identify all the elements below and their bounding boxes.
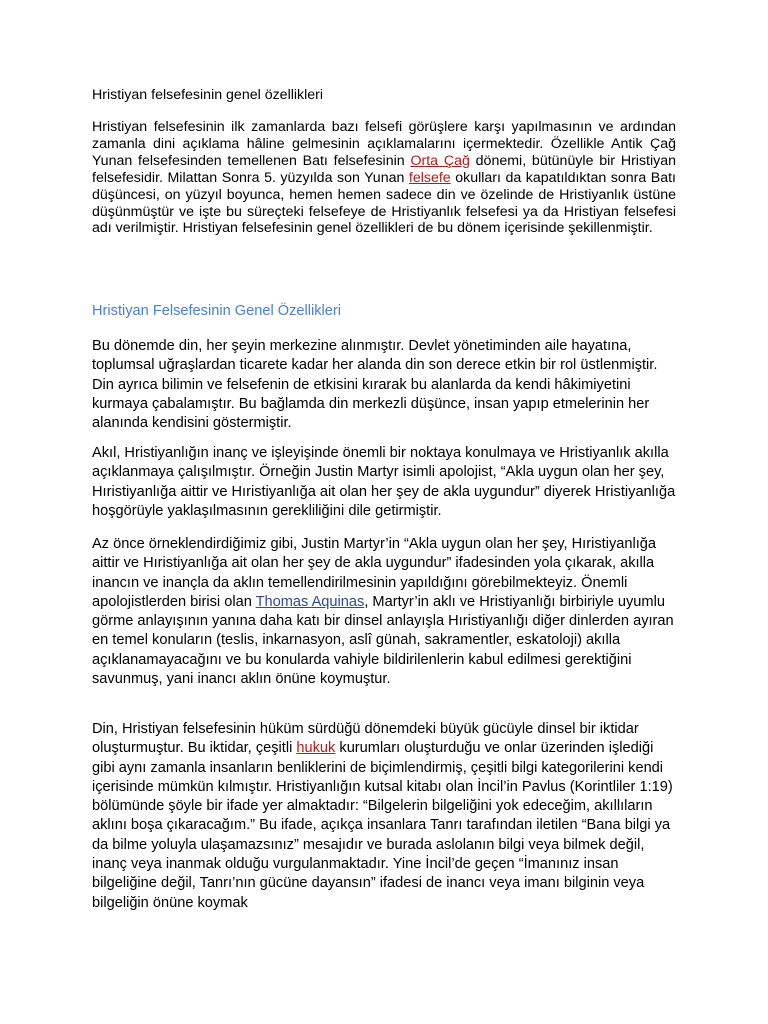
intro-text-3: okulları da kapatıldıktan sonra Batı düşüncesi, on yüzyıl boyunca, hemen hemen sadece din ve özelinde de Hristiyanlık üstüne düşünmüştür ve işte bu süreçteki felsefeye de Hristiyanlık felsefesi ya da Hristiyan felsefesi adı verilmiştir. Hristiyan felsefesinin genel özellikleri de bu dönem içerisinde şekillenmiştir.: [92, 169, 676, 237]
intro-text-2: dönemi, bütünüyle bir Hristiyan felsefesidir. Milattan Sonra 5. yüzyılda son Yunan: [92, 152, 677, 186]
document-title: Hristiyan felsefesinin genel özellikleri: [92, 87, 324, 103]
paragraph-2: Akıl, Hristiyanlığın inanç ve işleyişinde önemli bir noktaya konulmaya ve Hristiyanlık akılla açıklanmaya çalışılmıştır. Örneğin Justin Martyr isimli apolojist, “Akla uygun olan her şey, Hıristiyanlığa aittir ve Hıristiyanlığa ait olan her şey de akla uygundur” diyerek Hristiyanlığa hoşgörüyle yaklaşılmasının gerekliliğini dile getirmiştir.: [92, 445, 676, 519]
paragraph-3-text-1: Az önce örneklendirdiğimiz gibi, Justin Martyr’in “Akla uygun olan her şey, Hıristiyanlığa aittir ve Hıristiyanlığa ait olan her şey de akla uygundur” ifadesinden yola çıkarak, akılla inancın ve inançla da aklın temellendirilmesinin yapıldığını görebilmekteyiz. Önemli apolojistlerden birisi olan: [92, 536, 656, 610]
intro-text-1: Hristiyan felsefesinin ilk zamanlarda bazı felsefi görüşlere karşı yapılmasının ve ardından zamanla dini açıklama hâline gelmesinin açıklamalarını içermektedir. Özellikle Antik Çağ Yunan felsefesinden temellenen Batı felsefesinin: [92, 119, 676, 169]
paragraph-3: [92, 535, 676, 689]
link-hukuk[interactable]: hukuk: [296, 740, 336, 757]
link-felsefe[interactable]: felsefe: [408, 169, 451, 186]
link-orta-cag[interactable]: Orta Çağ: [410, 152, 470, 169]
paragraph-4-text-2: kurumları oluşturduğu ve onlar üzerinden işlediği gibi aynı zamanla insanların benliklerini de biçimlendirmiş, çeşitli bilgi kategorilerini kendi içerisinde mümkün kılmıştır. Hristiyanlığın kutsal kitabı olan İncil’in Pavlus (Korintliler 1:19) bölümünde şöyle bir ifade yer almaktadır: “Bilgelerin bilgeliğini yok edeceğim, akıllıların aklını boşa çıkaracağım.” Bu ifade, açıkça insanlara Tanrı tarafından iletilen “Bana bilgi ya da bilme yoluyla ulaşamazsınız” mesajıdır ve burada aslolanın bilgi veya bilmek değil, inanç veya inanmak olduğu vurgulanmaktadır. Yine İncil’de geçen “İmanınız insan bilgeliğine değil, Tanrı’nın gücüne dayansın” ifadesi de inancı veya imanı bilginin veya bilgeliğin önüne koymak: [92, 740, 673, 911]
paragraph-4-text-1: Din, Hristiyan felsefesinin hüküm sürdüğü dönemdeki büyük gücüyle dinsel bir iktidar oluşturmuştur. Bu iktidar, çeşitli: [92, 721, 639, 757]
section-heading: Hristiyan Felsefesinin Genel Özellikleri: [92, 303, 341, 319]
intro-paragraph: [92, 119, 676, 237]
paragraph-4: [92, 720, 676, 913]
paragraph-1: Bu dönemde din, her şeyin merkezine alınmıştır. Devlet yönetiminden aile hayatına, toplumsal uğraşlardan ticarete kadar her alanda din son derece etkin bir rol üstlenmiştir. Din ayrıca bilimin ve felsefenin de etkisini kırarak bu alanlarda da kendi hâkimiyetini kurmaya çabalamıştır. Bu bağlamda din merkezli düşünce, insan yapıp etmelerinin her alanında kendisini göstermiştir.: [92, 338, 658, 432]
link-thomas-aquinas[interactable]: Thomas Aquinas: [255, 593, 365, 610]
paragraph-3-text-2: , Martyr’in aklı ve Hristiyanlığı birbiriyle uyumlu görme anlayışının yanına daha katı bir dinsel anlayışla Hıristiyanlığı diğer dinlerden ayıran en temel konuların (teslis, inkarnasyon, aslî günah, sakramentler, eskatoloji) akılla açıklanamayacağını ve bu konularda vahiyle bildirilenlerin kabul edilmesi gerektiğini savunmuş, yani inancı aklın önüne koymuştur.: [92, 593, 674, 688]
